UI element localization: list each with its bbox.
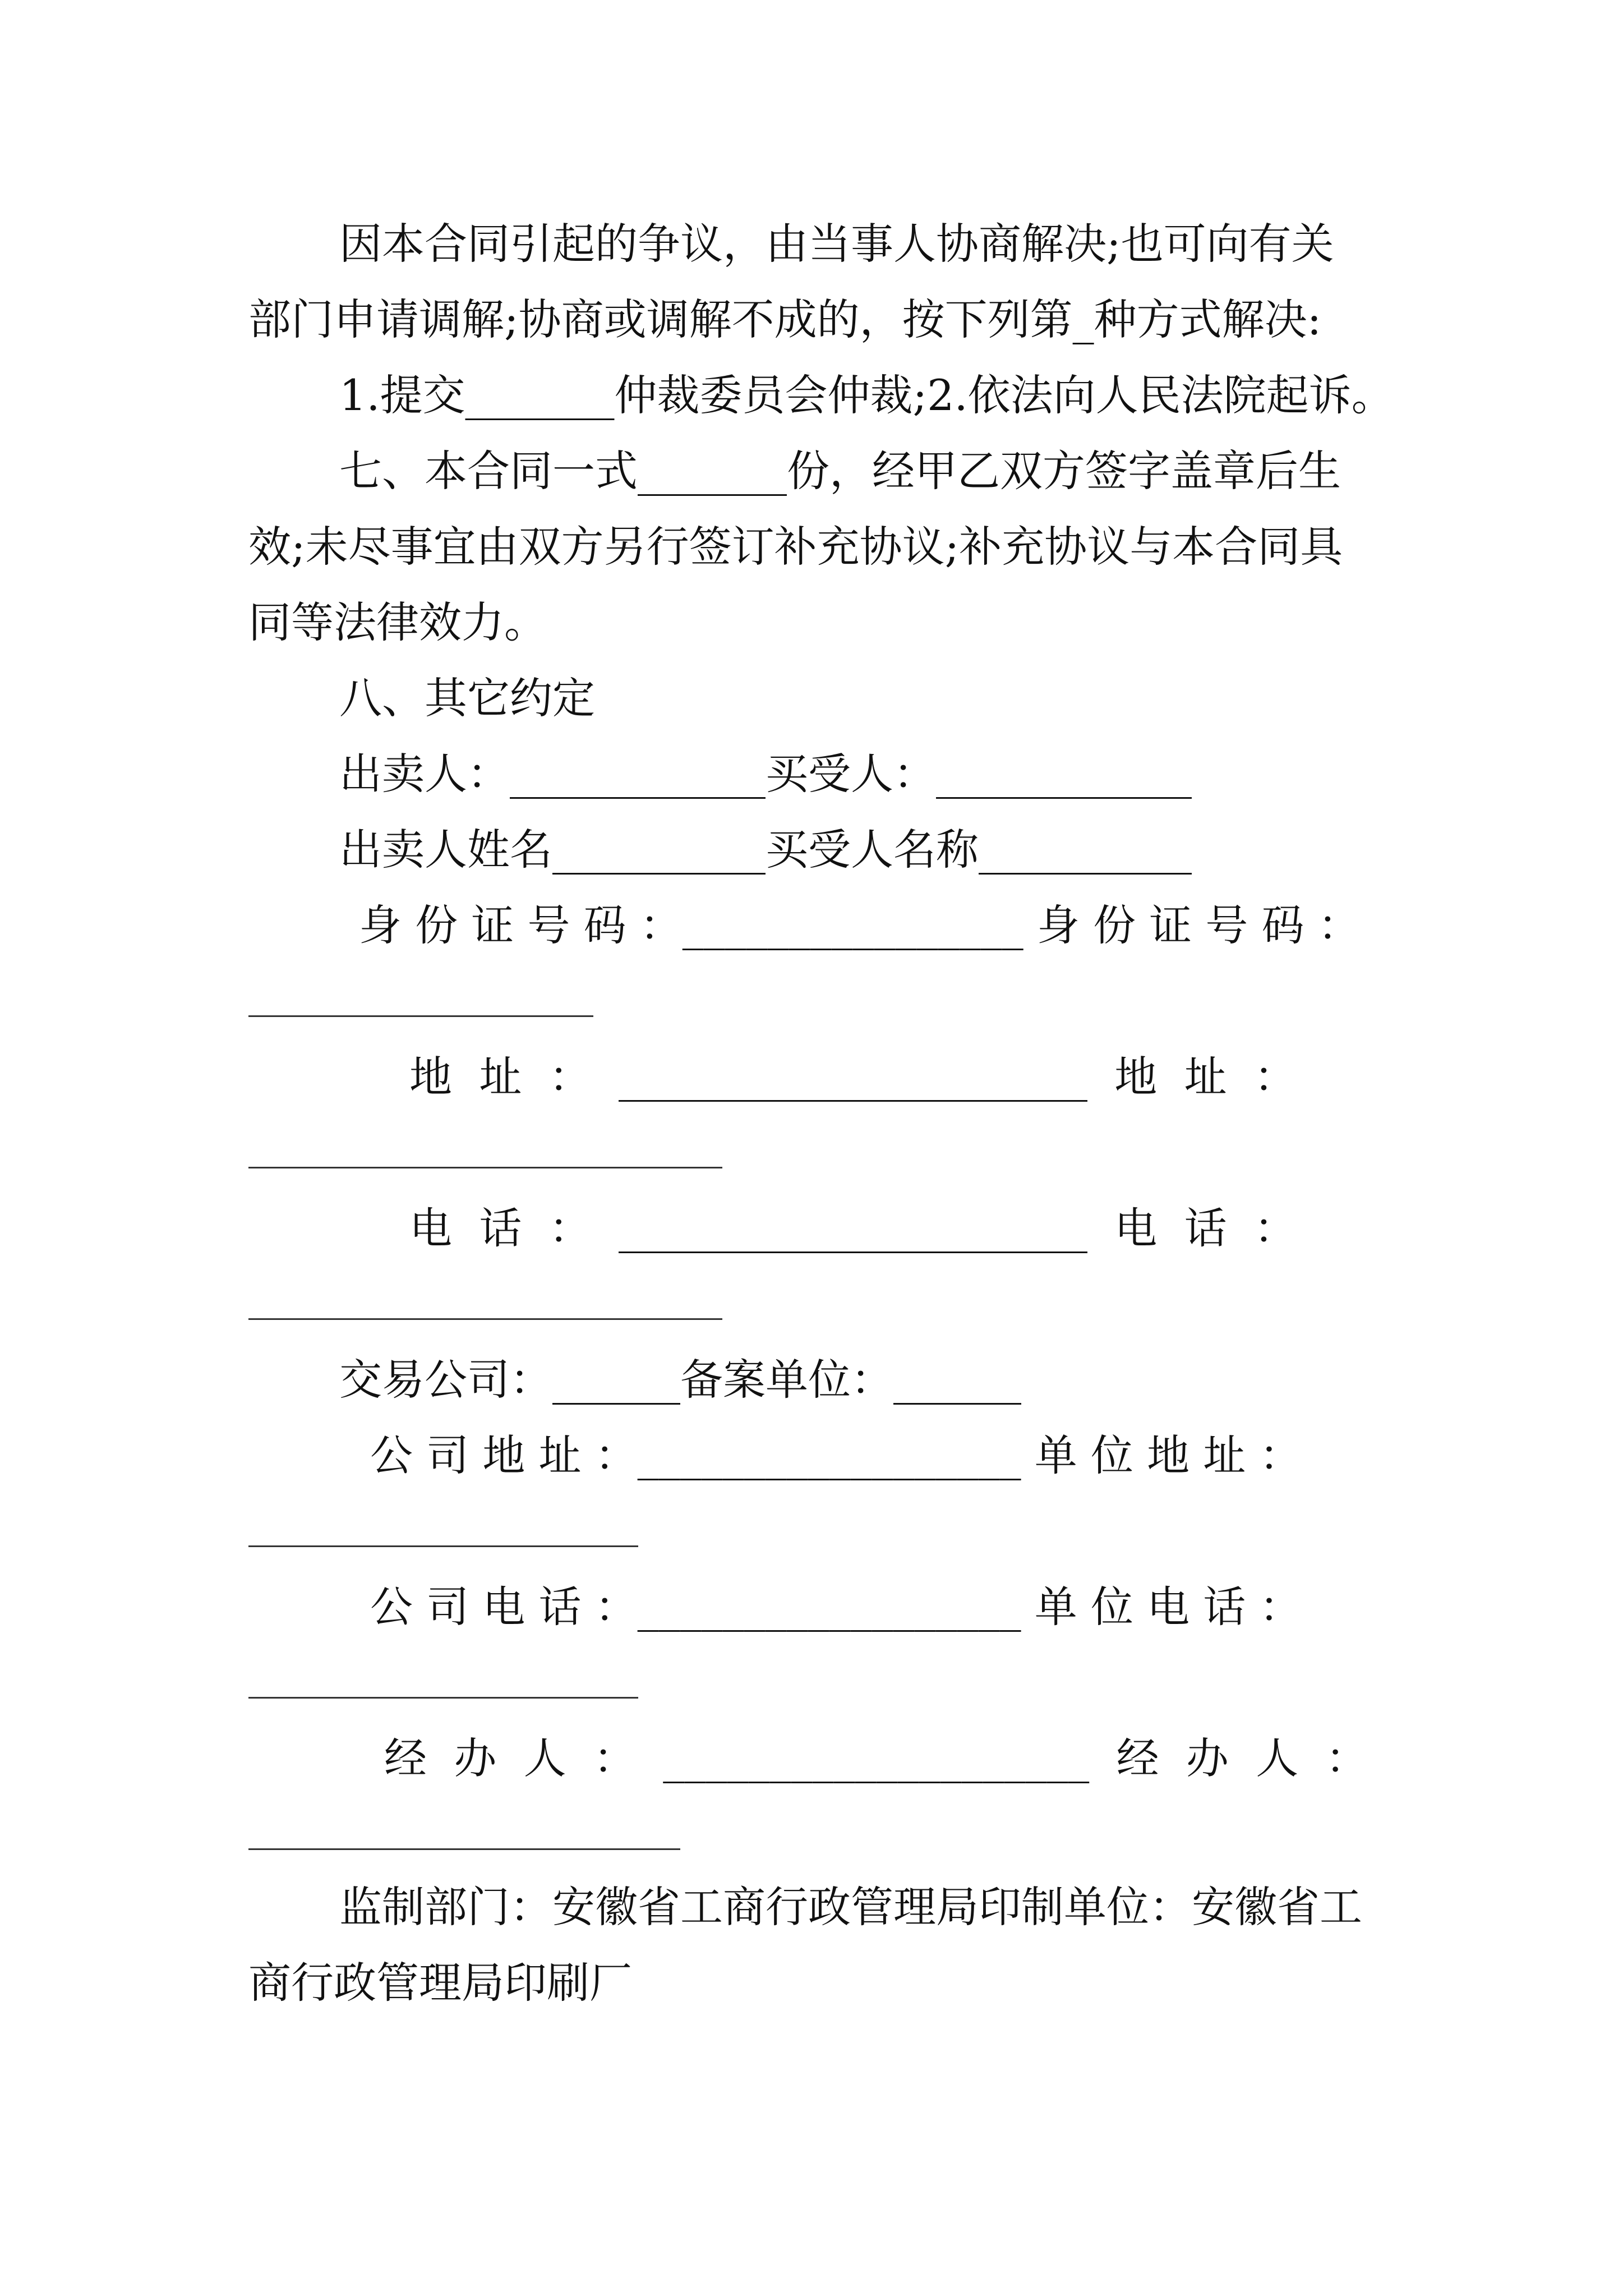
section-7-line-2: 效;未尽事宜由双方另行签订补充协议;补充协议与本合同具 [248, 522, 1343, 572]
dispute-line-3: 1.提交_______仲裁委员会仲裁;2.依法向人民法院起诉。 [339, 370, 1394, 420]
phone-line: 电 话 ： ______________________ 电 话 ： [409, 1203, 1297, 1253]
id-number-line: 身 份 证 号 码 ：________________ 身 份 证 号 码 ： [359, 900, 1361, 950]
section-7-line-1: 七、本合同一式_______份，经甲乙双方签字盖章后生 [339, 446, 1341, 496]
address-line: 地 址 ： ______________________ 地 址 ： [409, 1052, 1297, 1102]
seller-buyer-line: 出卖人：____________买受人：____________ [339, 749, 1192, 799]
company-phone-blank [248, 1697, 638, 1699]
seller-buyer-name-line: 出卖人姓名__________买受人名称__________ [339, 825, 1192, 875]
dispute-line-1: 因本合同引起的争议，由当事人协商解决;也可向有关 [339, 219, 1334, 269]
address-blank [248, 1167, 722, 1168]
phone-blank [248, 1318, 722, 1320]
dispute-line-2: 部门申请调解;协商或调解不成的，按下列第_种方式解决: [248, 295, 1322, 344]
agent-line: 经 办 人 ： ____________________ 经 办 人 ： [384, 1733, 1368, 1783]
agent-blank [248, 1848, 680, 1850]
company-phone-line: 公 司 电 话 ：__________________ 单 位 电 话 ： [370, 1582, 1302, 1632]
id-number-blank [248, 1015, 593, 1017]
footer-line-2: 商行政管理局印刷厂 [248, 1958, 632, 2008]
section-7-line-3: 同等法律效力。 [248, 597, 547, 647]
trade-company-line: 交易公司：______备案单位：______ [339, 1355, 1021, 1405]
section-8-heading: 八、其它约定 [339, 673, 595, 723]
footer-line-1: 监制部门：安徽省工商行政管理局印制单位：安徽省工 [339, 1882, 1362, 1932]
company-address-blank [248, 1545, 638, 1547]
company-address-line: 公 司 地 址 ：__________________ 单 位 地 址 ： [370, 1430, 1302, 1480]
